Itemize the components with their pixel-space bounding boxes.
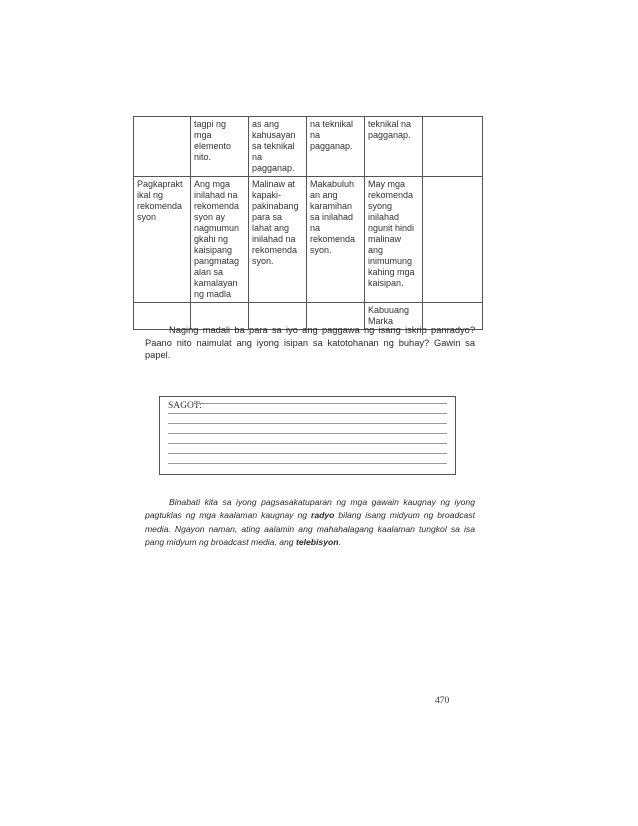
table-cell: teknikal na pagganap. [365,117,423,177]
table-cell [423,177,483,303]
table-cell [134,117,191,177]
answer-line[interactable] [168,433,447,434]
table-cell: Pagkaprakt ikal ng rekomenda syon [134,177,191,303]
answer-label: SAGOT: [168,401,202,411]
answer-line[interactable] [168,463,447,464]
table-cell: May mga rekomenda syong inilahad ngunit hindi malinaw ang inimumung kahing mga kaisipan. [365,177,423,303]
answer-line[interactable] [168,443,447,444]
answer-line[interactable] [168,413,447,414]
table-cell: Ang mga inilahad na rekomenda syon ay nagmumun gkahi ng kaisipang pangmatag alan sa kamalayan ng madla [191,177,249,303]
closing-text: bilang isang midyum ng broadcast media. Ngayon naman, ating aalamin ang mahahalagang kaalaman tungkol sa isa pang midyum ng broadcast media, ang [145,510,476,547]
closing-text: . [338,536,341,547]
table-cell: tagpi ng mga elemento nito. [191,117,249,177]
table-cell: Malinaw at kapaki- pakinabang para sa lahat ang inilahad na rekomenda syon. [249,177,307,303]
answer-line[interactable] [194,403,447,404]
table-cell: na teknikal na pagganap. [307,117,365,177]
reflection-question: Naging madali ba para sa iyo ang paggawa ng isang iskrip panradyo? Paano nito naimulat ang iyong isipan sa katotohanan ng buhay? Gawin sa papel. [145,325,475,360]
table-row [134,177,483,303]
closing-bold-term: telebisyon [295,536,339,547]
table-row [134,117,483,177]
closing-paragraph [145,496,475,549]
table-cell [423,117,483,177]
closing-text: Binabati kita sa iyong pagsasakatuparan ng mga gawain kaugnay ng iyong pagtuklas ng mga kaalaman kaugnay ng [145,497,475,521]
closing-bold-term: radyo [311,510,335,521]
table-cell: as ang kahusayan sa teknikal na pagganap. [249,117,307,177]
answer-line[interactable] [168,453,447,454]
rubric-table [133,116,483,330]
table-cell: Kabuuang Marka [365,303,423,330]
table-cell: Makabuluh an ang karamihan sa inilahad na rekomenda syon. [307,177,365,303]
page-number: 470 [435,696,450,706]
answer-box[interactable] [159,396,456,475]
answer-line[interactable] [168,423,447,424]
